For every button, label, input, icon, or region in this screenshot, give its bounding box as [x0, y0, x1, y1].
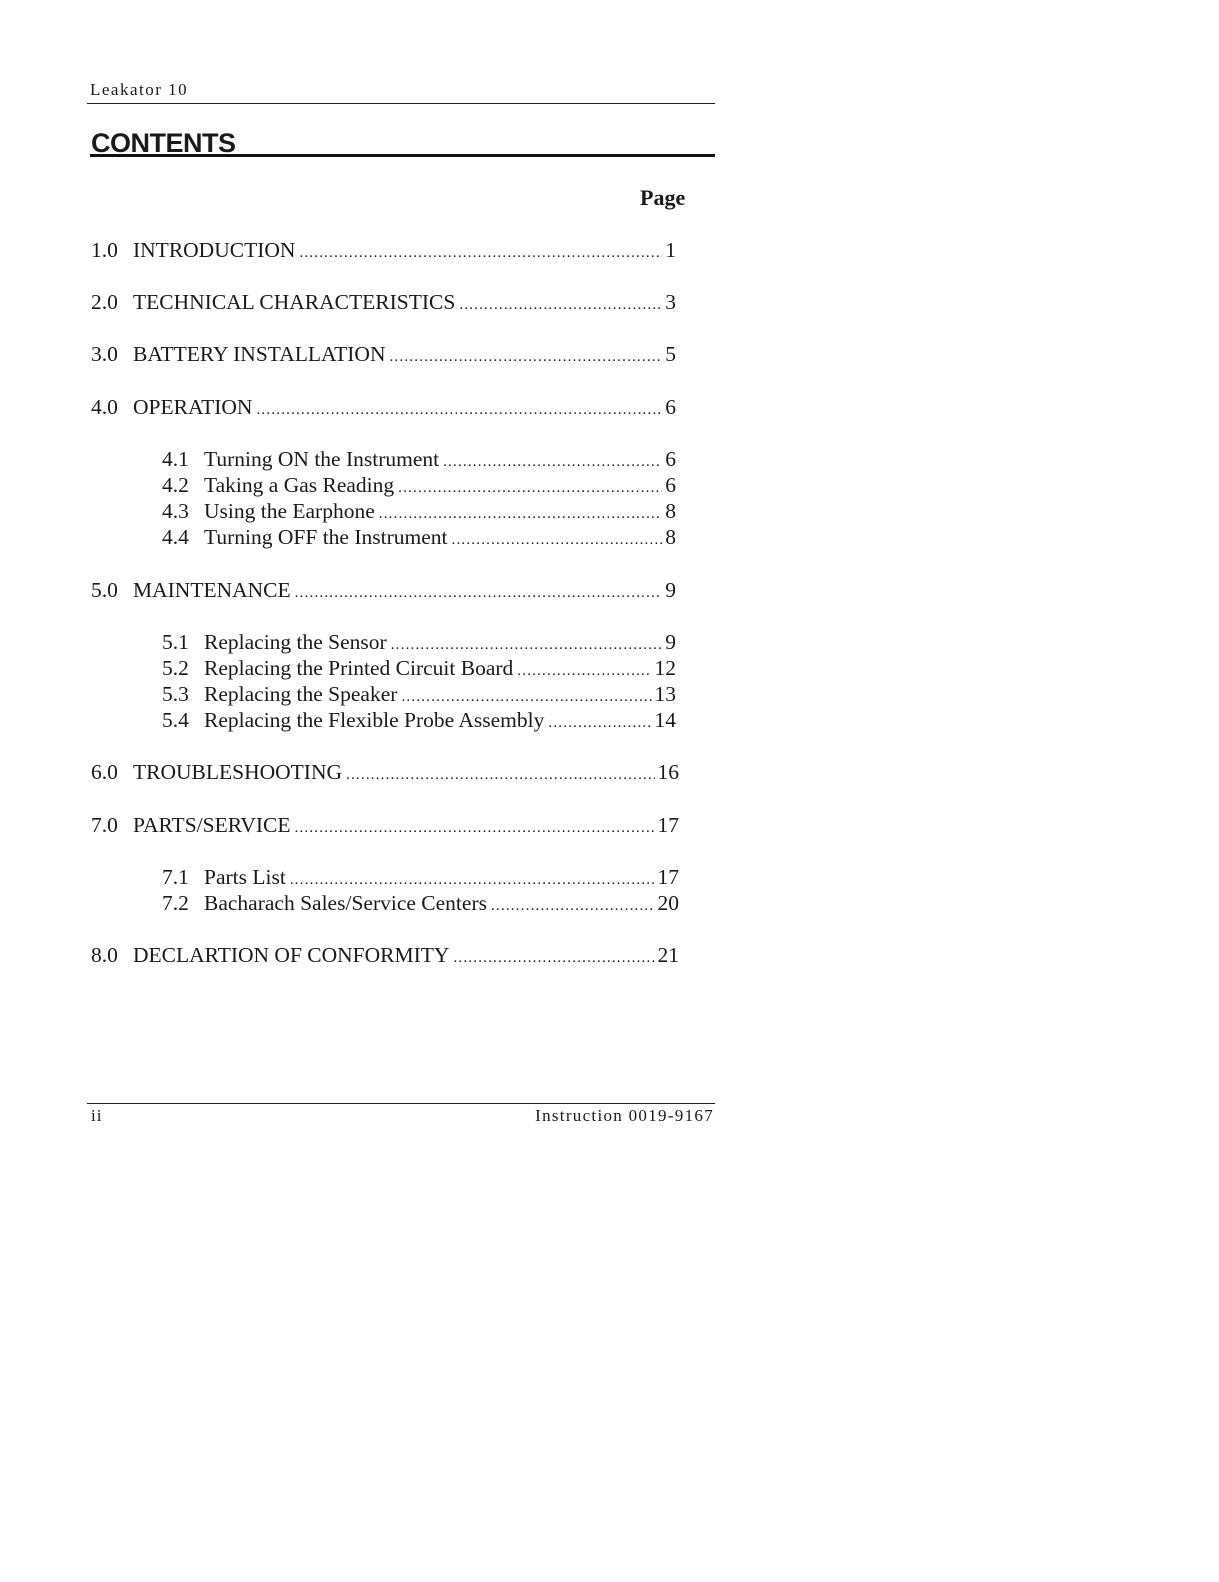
toc-entry-page: 13 [654, 682, 676, 706]
running-header-title: Leakator 10 [90, 80, 189, 99]
toc-entry-page: 21 [657, 943, 679, 967]
toc-entry-title: DECLARTION OF CONFORMITY [133, 943, 450, 967]
toc-entry-page: 12 [654, 656, 676, 680]
toc-entry-number: 2.0 [91, 290, 118, 314]
toc-entry-page: 9 [665, 578, 676, 602]
toc-entry-page: 6 [665, 447, 676, 471]
toc-leader-dots [389, 344, 662, 370]
toc-entry-page: 17 [657, 813, 679, 837]
toc-entry-title: PARTS/SERVICE [133, 813, 291, 837]
toc-subentry[interactable] [162, 629, 676, 658]
toc-entry-title: INTRODUCTION [133, 238, 296, 262]
toc-entry-title: Turning OFF the Instrument [204, 525, 448, 549]
toc-entry[interactable] [91, 289, 676, 318]
toc-entry-page: 8 [665, 525, 676, 549]
toc-entry-page: 16 [657, 760, 679, 784]
toc-entry-number: 4.0 [91, 395, 118, 419]
toc-entry-title: Replacing the Printed Circuit Board [204, 656, 514, 680]
toc-entry-number: 5.3 [162, 682, 189, 706]
toc-entry[interactable] [91, 394, 676, 423]
toc-entry-number: 3.0 [91, 342, 118, 366]
toc-subentry[interactable] [162, 864, 679, 893]
toc-leader-dots [459, 292, 662, 318]
toc-entry-title: OPERATION [133, 395, 253, 419]
toc-entry-page: 14 [654, 708, 676, 732]
toc-entry-number: 8.0 [91, 943, 118, 967]
toc-entry-number: 4.2 [162, 473, 189, 497]
toc-subentry[interactable] [162, 890, 679, 919]
toc-entry-number: 1.0 [91, 238, 118, 262]
toc-entry-number: 4.4 [162, 525, 189, 549]
toc-entry-page: 17 [657, 865, 679, 889]
toc-entry-number: 7.2 [162, 891, 189, 915]
title-rule [90, 154, 715, 157]
toc-leader-dots [256, 397, 662, 423]
footer-document-id: Instruction 0019-9167 [535, 1106, 714, 1125]
toc-entry[interactable] [91, 237, 676, 266]
toc-subentry[interactable] [162, 446, 676, 475]
toc-entry-title: Taking a Gas Reading [204, 473, 395, 497]
toc-entry-page: 6 [665, 473, 676, 497]
toc-entry[interactable] [91, 812, 679, 841]
toc-entry-title: Replacing the Speaker [204, 682, 398, 706]
toc-entry-page: 9 [665, 630, 676, 654]
toc-entry-title: TECHNICAL CHARACTERISTICS [133, 290, 456, 314]
toc-leader-dots [295, 815, 655, 841]
toc-entry-title: BATTERY INSTALLATION [133, 342, 386, 366]
toc-entry-title: Replacing the Flexible Probe Assembly [204, 708, 545, 732]
toc-entry[interactable] [91, 341, 676, 370]
toc-entry[interactable] [91, 577, 676, 606]
toc-entry-page: 5 [665, 342, 676, 366]
toc-entry-number: 6.0 [91, 760, 118, 784]
toc-entry[interactable] [91, 759, 679, 788]
toc-entry-page: 8 [665, 499, 676, 523]
footer-page-number: ii [91, 1106, 103, 1125]
toc-entry-title: Parts List [204, 865, 286, 889]
toc-subentry[interactable] [162, 498, 676, 527]
toc-entry-title: Turning ON the Instrument [204, 447, 440, 471]
toc-entry-number: 5.1 [162, 630, 189, 654]
toc-leader-dots [548, 710, 651, 736]
toc-entry-title: TROUBLESHOOTING [133, 760, 343, 784]
toc-entry-title: Replacing the Sensor [204, 630, 387, 654]
toc-entry-title: Using the Earphone [204, 499, 375, 523]
toc-entry-title: Bacharach Sales/Service Centers [204, 891, 487, 915]
page-column-label: Page [640, 185, 686, 210]
toc-subentry[interactable] [162, 681, 676, 710]
toc-subentry[interactable] [162, 707, 676, 736]
toc-entry-number: 5.2 [162, 656, 189, 680]
toc-entry-number: 4.1 [162, 447, 189, 471]
toc-subentry[interactable] [162, 524, 676, 553]
toc-entry-page: 6 [665, 395, 676, 419]
page-title: CONTENTS [91, 128, 236, 158]
toc-entry[interactable] [91, 942, 679, 971]
toc-leader-dots [346, 762, 654, 788]
toc-leader-dots [295, 580, 663, 606]
toc-entry-number: 5.0 [91, 578, 118, 602]
toc-leader-dots [452, 527, 663, 553]
toc-entry-number: 7.1 [162, 865, 189, 889]
footer-rule [87, 1103, 715, 1104]
toc-entry-title: MAINTENANCE [133, 578, 291, 602]
toc-entry-page: 20 [657, 891, 679, 915]
toc-leader-dots [453, 945, 654, 971]
toc-entry-number: 5.4 [162, 708, 189, 732]
header-rule [87, 103, 715, 104]
toc-entry-number: 7.0 [91, 813, 118, 837]
toc-entry-page: 1 [665, 238, 676, 262]
toc-subentry[interactable] [162, 472, 676, 501]
toc-leader-dots [299, 240, 662, 266]
toc-entry-number: 4.3 [162, 499, 189, 523]
toc-leader-dots [491, 893, 655, 919]
toc-subentry[interactable] [162, 655, 676, 684]
toc-entry-page: 3 [665, 290, 676, 314]
